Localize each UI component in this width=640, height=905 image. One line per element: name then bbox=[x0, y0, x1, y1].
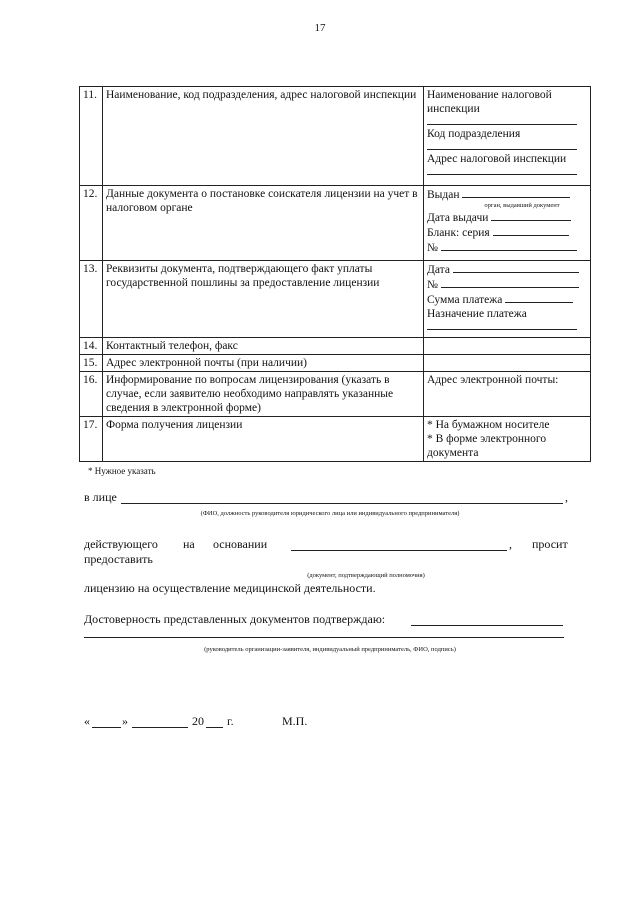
form-series-line bbox=[427, 225, 587, 240]
payment-amount-line bbox=[427, 292, 587, 307]
year-field[interactable] bbox=[206, 727, 223, 728]
acting-word-5: предоставить bbox=[84, 552, 153, 566]
electronic-option[interactable]: * В форме электронного документа bbox=[427, 433, 547, 459]
table-row bbox=[80, 87, 591, 186]
row-description: Адрес электронной почты (при наличии) bbox=[103, 355, 424, 372]
email-field[interactable] bbox=[424, 355, 591, 372]
row-number: 17. bbox=[80, 417, 103, 462]
paper-option[interactable]: * На бумажном носителе bbox=[427, 419, 550, 431]
tax-office-address-field[interactable] bbox=[427, 166, 577, 175]
acting-word-2: на bbox=[183, 537, 195, 551]
acting-comma: , bbox=[509, 537, 512, 551]
date-close-quote: » bbox=[122, 714, 128, 728]
division-code-label: Код подразделения bbox=[427, 128, 521, 140]
table-row bbox=[80, 417, 591, 462]
table-row bbox=[80, 372, 591, 417]
issuer-caption: орган, выдавший документ bbox=[484, 202, 560, 209]
tax-office-address-label: Адрес налоговой инспекции bbox=[427, 153, 567, 165]
footnote: * Нужное указать bbox=[88, 466, 156, 476]
table-row bbox=[80, 355, 591, 372]
year-suffix: г. bbox=[227, 714, 234, 728]
reliability-text: Достоверность представленных документов подтверждаю: bbox=[84, 612, 386, 626]
issue-date-label: Дата выдачи bbox=[427, 212, 489, 224]
form-series-label: Бланк: серия bbox=[427, 227, 490, 239]
reliability-field[interactable] bbox=[411, 625, 563, 626]
registration-cell bbox=[424, 186, 591, 261]
row-description: Форма получения лицензии bbox=[103, 417, 424, 462]
payment-date-label: Дата bbox=[427, 264, 450, 276]
seal-label: М.П. bbox=[282, 714, 308, 728]
payment-date-line bbox=[427, 262, 587, 277]
authority-document-field[interactable] bbox=[291, 550, 507, 551]
tax-office-name-label: Наименование налоговой инспекции bbox=[427, 89, 552, 115]
in-person-comma: , bbox=[565, 490, 568, 504]
row-number: 15. bbox=[80, 355, 103, 372]
row-number: 12. bbox=[80, 186, 103, 261]
payment-number-field[interactable] bbox=[441, 277, 579, 288]
tax-office-cell bbox=[424, 87, 591, 186]
row-description: Реквизиты документа, подтверждающего факт уплаты государственной пошлины за предоставление лицензии bbox=[103, 261, 424, 338]
issued-line bbox=[427, 187, 587, 202]
form-number-line bbox=[427, 240, 587, 255]
row-number: 11. bbox=[80, 87, 103, 186]
tax-office-name-field[interactable] bbox=[427, 116, 577, 125]
issue-date-field[interactable] bbox=[491, 210, 571, 221]
in-person-label: в лице bbox=[84, 490, 117, 504]
row-description: Информирование по вопросам лицензирования (указать в случае, если заявителю необходимо направлять указанные сведения в электронной форме) bbox=[103, 372, 424, 417]
signer-field[interactable] bbox=[84, 637, 564, 638]
payment-cell bbox=[424, 261, 591, 338]
division-code-field[interactable] bbox=[427, 141, 577, 150]
issue-date-line bbox=[427, 210, 587, 225]
signer-caption: (руководитель организации-заявителя, индивидуальный предприниматель, ФИО, подпись) bbox=[204, 646, 456, 653]
page-number: 17 bbox=[314, 22, 326, 34]
form-number-label: № bbox=[427, 242, 438, 254]
table-row bbox=[80, 338, 591, 355]
issued-field[interactable] bbox=[462, 187, 570, 198]
acting-word-3: основании bbox=[213, 537, 268, 551]
in-person-field[interactable] bbox=[121, 503, 563, 504]
payment-amount-label: Сумма платежа bbox=[427, 294, 503, 306]
row-description: Данные документа о постановке соискателя лицензии на учет в налоговом органе bbox=[103, 186, 424, 261]
payment-purpose-label: Назначение платежа bbox=[427, 308, 527, 320]
phone-fax-field[interactable] bbox=[424, 338, 591, 355]
payment-amount-field[interactable] bbox=[505, 292, 573, 303]
table-row bbox=[80, 261, 591, 338]
month-field[interactable] bbox=[132, 727, 188, 728]
row-description: Контактный телефон, факс bbox=[103, 338, 424, 355]
payment-number-line bbox=[427, 277, 587, 292]
row-description: Наименование, код подразделения, адрес налоговой инспекции bbox=[103, 87, 424, 186]
authority-caption: (документ, подтверждающий полномочия) bbox=[307, 572, 425, 579]
form-series-field[interactable] bbox=[493, 225, 569, 236]
application-table bbox=[79, 86, 591, 462]
table-row bbox=[80, 186, 591, 261]
license-form-cell bbox=[424, 417, 591, 462]
date-open-quote: « bbox=[84, 714, 90, 728]
acting-word-1: действующего bbox=[84, 537, 158, 551]
day-field[interactable] bbox=[92, 727, 121, 728]
issued-label: Выдан bbox=[427, 189, 460, 201]
payment-purpose-field[interactable] bbox=[427, 321, 577, 330]
payment-number-label: № bbox=[427, 279, 438, 291]
payment-date-field[interactable] bbox=[453, 262, 579, 273]
row-number: 13. bbox=[80, 261, 103, 338]
row-number: 16. bbox=[80, 372, 103, 417]
license-text: лицензию на осуществление медицинской деятельности. bbox=[84, 581, 376, 595]
year-prefix: 20 bbox=[192, 714, 204, 728]
form-number-field[interactable] bbox=[441, 240, 577, 251]
row-number: 14. bbox=[80, 338, 103, 355]
in-person-caption: (ФИО, должность руководителя юридического лица или индивидуального предпринимателя) bbox=[200, 510, 460, 517]
acting-word-4: просит bbox=[532, 537, 568, 551]
notification-email-label[interactable]: Адрес электронной почты: bbox=[424, 372, 591, 417]
